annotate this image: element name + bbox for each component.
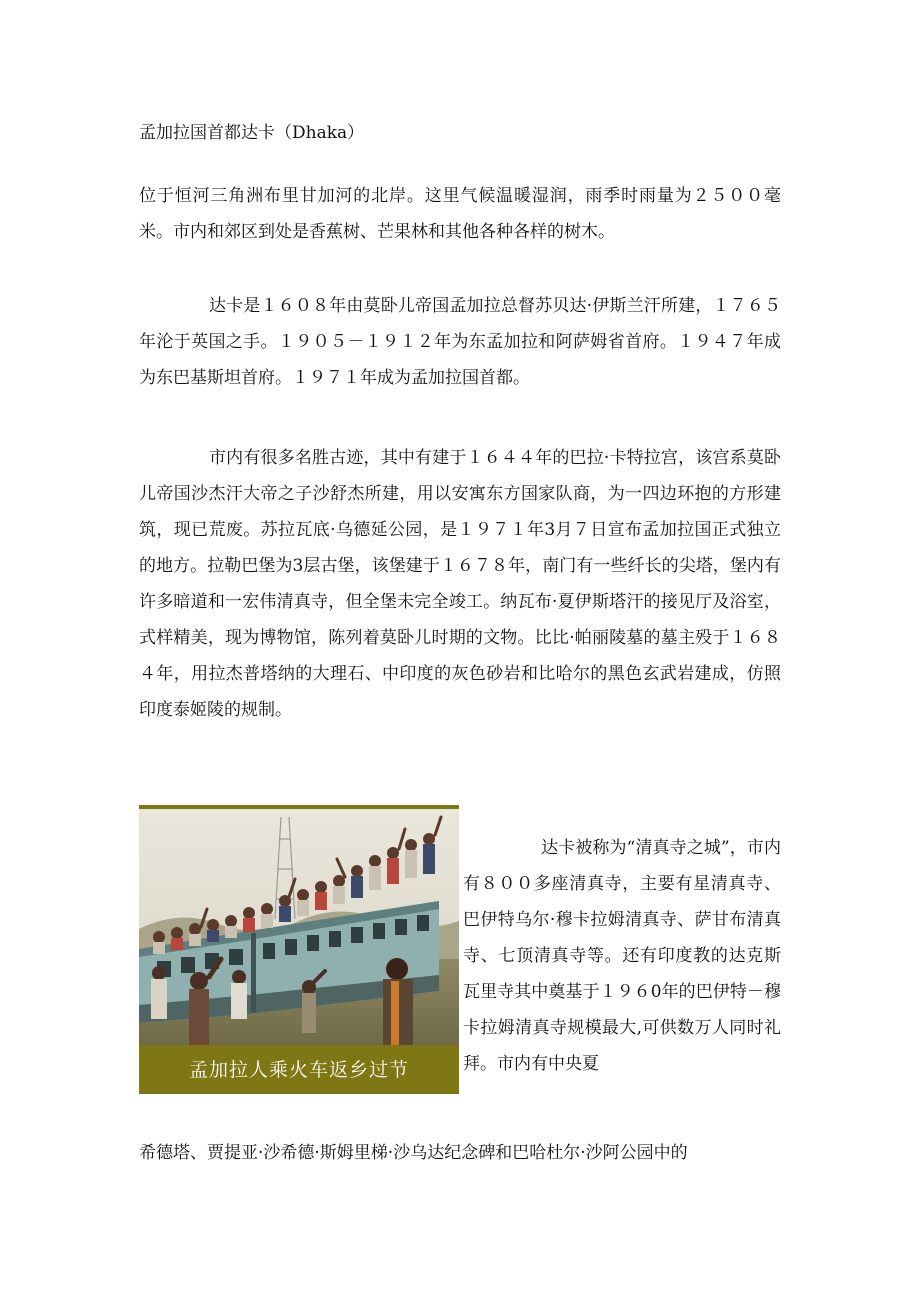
photo-caption: 孟加拉人乘火车返乡过节 <box>188 1059 409 1081</box>
paragraph-mosques <box>463 830 781 1082</box>
paragraph-landmarks: 市内有很多名胜古迹，其中有建于１６４４年的巴拉·卡特拉宫，该宫系莫卧儿帝国沙杰汗大帝之子沙舒杰所建，用以安寓东方国家队商，为一四边环抱的方形建筑，现已荒废。苏拉瓦底·乌德延公园，是１９７１年3月７日宣布孟加拉国正式独立的地方。拉勒巴堡为3层古堡，该堡建于１６７８年，南门有一些纤长的尖塔，堡内有许多暗道和一宏伟清真寺，但全堡未完全竣工。纳瓦布·夏伊斯塔汗的接见厅及浴室，式样精美，现为博物馆，陈列着莫卧儿时期的文物。比比·帕丽陵墓的墓主殁于１６８４年，用拉杰普塔纳的大理石、中印度的灰色砂岩和比哈尔的黑色玄武岩建成，仿照印度泰姬陵的规制。 <box>139 448 781 720</box>
paragraph-continuation: 希德塔、贾提亚·沙希德·斯姆里梯·沙乌达纪念碑和巴哈杜尔·沙阿公园中的 <box>139 1143 688 1163</box>
train-crowd-photo <box>139 809 459 1045</box>
document-title: 孟加拉国首都达卡（Dhaka） <box>139 123 365 143</box>
photo-figure <box>139 805 459 1094</box>
paragraph-mosques-text: 达卡被称为“清真寺之城”，市内有８００多座清真寺，主要有星清真寺、巴伊特乌尔·穆卡拉姆清真寺、萨甘布清真寺、七顶清真寺等。还有印度教的达克斯瓦里寺其中奠基于１９６0年的巴伊特－穆卡拉姆清真寺规模最大,可供数万人同时礼拜。市内有中央夏 <box>463 838 781 1074</box>
paragraph-history: 达卡是１６０８年由莫卧儿帝国孟加拉总督苏贝达·伊斯兰汗所建，１７６５年沦于英国之手。１９０５－１９１２年为东孟加拉和阿萨姆省首府。１９４７年成为东巴基斯坦首府。１９７１年成为孟加拉国首都。 <box>139 296 781 388</box>
paragraph-location: 位于恒河三角洲布里甘加河的北岸。这里气候温暖湿润，雨季时雨量为２５００毫米。市内和郊区到处是香蕉树、芒果林和其他各种各样的树木。 <box>139 186 781 242</box>
